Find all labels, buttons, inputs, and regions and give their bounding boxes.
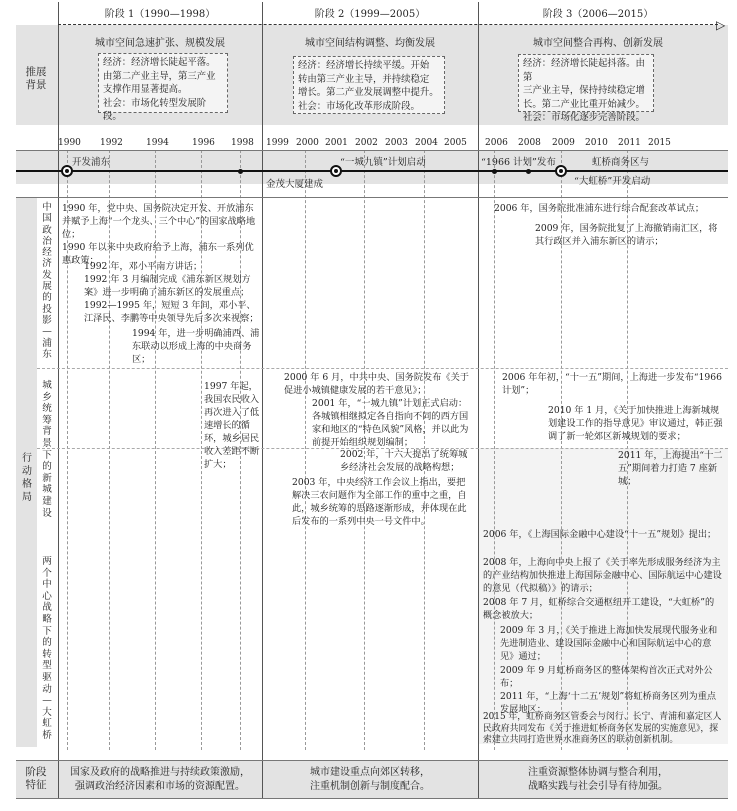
year-label-1990: 1990 — [58, 138, 81, 148]
urban-text-2000: 2000 年 6 月，中共中央、国务院发布《关于促进小城镇健康发展的若干意见》； — [284, 372, 469, 396]
event-dot-2006 — [492, 169, 497, 174]
sep-bottom — [16, 798, 728, 799]
hongqiao-text-2008b: 2008 年 7 月，虹桥综合交通枢纽开工建设，“大虹桥”的概念被放大； — [483, 597, 715, 621]
sep-policy-top — [16, 197, 728, 198]
policy-text-2006: 2006 年，国务院批准浦东进行综合配套改革试点； — [494, 203, 705, 214]
hongqiao-text-2011: 2011 年，“上海‘十二五’规划”将虹桥商务区列为重点发展地区； — [500, 691, 717, 715]
year-label-2005: 2005 — [444, 138, 467, 148]
stage3-header: 阶段 3（2006—2015） — [542, 9, 654, 20]
event-dot-1998 — [238, 169, 243, 174]
urban-text-2001: 2001 年，“一城九镇”计划正式启动：各城镇相继拟定各自指向不同的西方国家和地区的“特色风貌”风格，并以此为前提开始组织规划编制； — [312, 398, 469, 448]
sep-policy-bottom — [37, 368, 728, 369]
year-label-1992: 1992 — [100, 138, 123, 148]
event-hongqiao-line1: 虹桥商务区与 — [592, 157, 650, 168]
timeline-axis — [16, 170, 728, 172]
feature-row-label: 阶段 特征 — [25, 766, 47, 791]
policy-text-1994: 1994 年，进一步明确浦西、浦东联动以形成上海的中央商务区； — [132, 328, 260, 365]
urban-row-label: 城乡统筹背景下的新城建设 — [42, 380, 52, 519]
policy-text-2009: 2009 年，国务院批复了上海撤销南汇区，将其行政区并入浦东新区的请示； — [535, 223, 718, 247]
policy-row-label: 中国政治经济发展的投影—浦东 — [42, 202, 52, 360]
year-label-2001: 2001 — [325, 138, 348, 148]
event-marker-2009 — [555, 165, 567, 177]
hongqiao-text-2015: 2015 年，虹桥商务区管委会与闵行、长宁、青浦和嘉定区人民政府共同发布《关于推进虹桥商务区发展的实施意见》，探索建立共同打造世界水准商务区的联动创新机制。 — [483, 712, 722, 745]
year-grid-2006 — [494, 150, 495, 750]
hongqiao-text-2008a: 2008 年，上海向中央上报了《关于率先形成服务经济为主的产业结构加快推进上海国际金融中心、国际航运中心建设的意见（代拟稿）》的请示； — [483, 557, 722, 594]
year-label-2003: 2003 — [385, 138, 408, 148]
stage1-background-box: 经济：经济增长陡起平落。 由第二产业主导，第三产业 支撑作用显著提高。 社会：市场化转型发展阶段。 — [98, 53, 228, 113]
urban-text-2002: 2002 年，十六大提出了统筹城乡经济社会发展的战略构想； — [340, 449, 468, 473]
stage2-theme: 城市空间结构调整、均衡发展 — [305, 38, 435, 49]
stage2-background-box: 经济：经济增长持续平缓。开始 转由第三产业主导，并持续稳定 增长。第二产业发展调整中提升。 社会：市场化改革形成阶段。 — [293, 56, 445, 114]
year-label-1999: 1999 — [266, 138, 289, 148]
year-label-2006: 2006 — [485, 138, 508, 148]
year-label-1994: 1994 — [146, 138, 169, 148]
urban-text-2003: 2003 年，中央经济工作会议上指出，要把解决三农问题作为全部工作的重中之重，自此，城乡统筹的思路逐渐形成，并体现在此后发布的一系列中央一号文件中。 — [292, 477, 467, 527]
year-label-2009: 2009 — [552, 138, 575, 148]
urban-text-1997: 1997 年起，我国农民收入再次进入了低速增长的循环，城乡居民收入差距不断扩大； — [204, 381, 260, 470]
year-label-2008: 2008 — [518, 138, 541, 148]
year-label-2000: 2000 — [296, 138, 319, 148]
year-label-2004: 2004 — [415, 138, 438, 148]
stage2-header: 阶段 2（1999—2005） — [314, 9, 426, 20]
background-row-label: 推展 背景 — [25, 66, 47, 91]
stage-divider-2-3 — [478, 2, 479, 798]
sep-feature-top — [16, 760, 728, 761]
urban-text-2011: 2011 年，上海提出“十二五”期间着力打造 7 座新城； — [618, 450, 723, 487]
stage1-header: 阶段 1（1990—1998） — [104, 9, 216, 20]
event-dot-2008 — [526, 169, 531, 174]
event-jinmao: 金茂大厦建成 — [266, 179, 324, 190]
year-label-2010: 2010 — [585, 138, 608, 148]
stage1-theme: 城市空间急速扩张、规模发展 — [95, 38, 225, 49]
stage3-theme: 城市空间整合再构、创新发展 — [533, 38, 663, 49]
year-label-2002: 2002 — [355, 138, 378, 148]
stage1-feature: 国家及政府的战略推进与持续政策激励， 强调政治经济因素和市场的资源配置。 — [70, 767, 250, 792]
stage3-background-box: 经济：经济增长陡起抖落。由第 三产业主导，保持持续稳定增 长。第二产业比重开始减少。 社会：市场化逐步完善阶段。 — [518, 54, 654, 112]
urban-text-2010: 2010 年 1 月，《关于加快推进上海新城规划建设工作的指导意见》审议通过，韩正强调了新一轮郊区新城规划的要求； — [548, 405, 723, 442]
hongqiao-text-2009a: 2009 年 3 月，《关于推进上海加快发展现代服务业和先进制造业、建设国际金融中心和国际航运中心的意见》通过； — [500, 625, 718, 662]
stage-divider-left — [58, 2, 59, 798]
top-arrow-line — [58, 24, 718, 25]
hongqiao-text-2006: 2006 年，《上海国际金融中心建设“十一五”规划》提出； — [483, 529, 717, 540]
event-1966: “1966 计划”发布 — [481, 157, 556, 168]
stage2-feature: 城市建设重点向郊区转移， 注重机制创新与制度配合。 — [310, 767, 430, 792]
event-pudong: 开发浦东 — [72, 157, 111, 168]
sep-timeline-top — [16, 150, 728, 151]
transform-row-label: 两个中心战略下的转型驱动—大虹桥 — [42, 556, 52, 741]
year-label-2011: 2011 — [618, 138, 641, 148]
policy-text-1990: 1990 年，党中央、国务院决定开发、开放浦东并赋予上海“一个龙头、三个中心”的国家战略地位； 1990 年以来中央政府给予上海，浦东一系列优惠政策； — [62, 203, 256, 266]
stage-divider-1-2 — [262, 2, 263, 798]
hongqiao-text-2009b: 2009 年 9 月虹桥商务区的整体架构首次正式对外公布； — [500, 665, 713, 689]
top-arrow-icon: ▷ — [716, 18, 726, 32]
year-label-1996: 1996 — [192, 138, 215, 148]
policy-text-1992: 1992 年，邓小平南方讲话； 1992 年 3 月编制完成《浦东新区规划方案》进一步明确了浦东新区的发展重点； 1992—1995 年，短短 3 年间，邓小平、江泽民、李鹏等中央领导先后多次来视察； — [84, 261, 259, 324]
year-label-2015: 2015 — [648, 138, 671, 148]
event-hongqiao-line2: “大虹桥”开发启动 — [574, 176, 651, 187]
action-row-label: 行动格局 — [22, 453, 32, 503]
stage3-feature: 注重资源整体协调与整合利用， 战略实践与社会引导有待加强。 — [528, 767, 668, 792]
urban-text-2006b: 2006 年年初，“十一五”期间，上海进一步发布“1966 计划”； — [502, 372, 722, 396]
year-label-1998: 1998 — [231, 138, 254, 148]
event-yicheng: “一城九镇”计划启动 — [340, 157, 426, 168]
year-grid-2000 — [305, 150, 306, 750]
